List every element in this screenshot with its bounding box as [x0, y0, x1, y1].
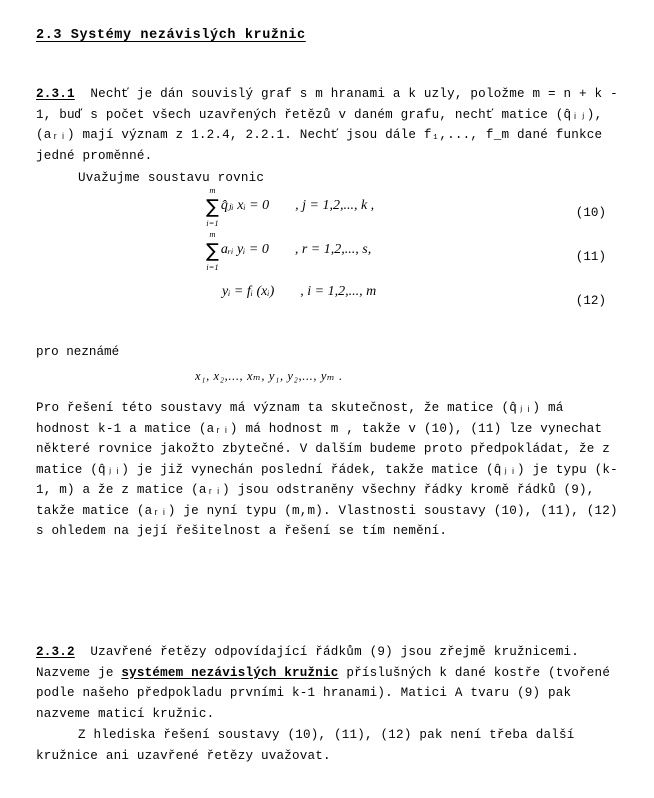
summation-symbol: ∑ m i=1 [206, 185, 219, 228]
equation-row-10 [36, 185, 618, 240]
equation-12-body [222, 284, 376, 300]
paragraph-2-3-1-text: Nechť je dán souvislý graf s m hranami a k uzly, položme m = n + k - 1, buď s počet všech uzavřených řetězů v daném grafu, nechť matice (q̂ᵢⱼ), (aᵣᵢ) mají význam z 1.2.4, 2.2.1. Nechť jsou dále f₁,..., f_m dané funkce jedné proměnné. [36, 87, 626, 163]
sum-upper-limit: m [209, 185, 216, 195]
sum-lower-limit: i=1 [206, 218, 219, 228]
equation-block [36, 185, 618, 328]
paragraph-2-3-2-text-before: Uzavřené řetězy odpovídající řádkům (9) jsou zřejmě kružnicemi. Nazveme je [36, 645, 587, 680]
equation-11-body [206, 229, 372, 272]
equation-11-condition: , r = 1,2,..., s, [294, 242, 372, 257]
equation-row-11 [36, 229, 618, 284]
equation-row-12 [36, 284, 618, 328]
equation-12-expression: yᵢ = fᵢ (xᵢ) [222, 284, 275, 299]
equation-10-expression: q̂ⱼᵢ xᵢ = 0 [220, 198, 270, 213]
section-heading: 2.3 Systémy nezávislých kružnic [36, 28, 306, 43]
paragraph-number-2-3-1: 2.3.1 [36, 87, 75, 101]
equation-11-expression: aᵣᵢ yᵢ = 0 [220, 242, 269, 257]
paragraph-solution-significance: Pro řešení této soustavy má význam ta skutečnost, že matice (q̂ⱼᵢ) má hodnost k-1 a matice (aᵣᵢ) má hodnost m , takže v (10), (11) lze vynechat některé rovnice jakožto zbytečné. V dalším budeme proto předpokládat, že z matice (q̂ⱼᵢ) je již vynechán poslední řádek, takže matice (q̂ⱼᵢ) je typu (k-1, m) a že z matice (aᵣᵢ) jsou odstraněny všechny řádky kromě řádků (9), takže matice (aᵣᵢ) je nyní typu (m,m). Vlastnosti soustavy (10), (11), (12) s ohledem na její řešitelnost a řešení se tím nemění. [36, 401, 626, 538]
paragraph-2-3-2-text-after: příslušných k dané kostře (tvořené podle našeho předpokladu prvními k-1 hranami). Matici A tvaru (9) pak nazveme maticí kružnic. [36, 665, 618, 721]
equation-10-number: (10) [575, 206, 606, 220]
summation-symbol: ∑ m i=1 [206, 229, 219, 272]
equation-11-number: (11) [575, 250, 606, 264]
paragraph-2-3-2 [36, 642, 620, 724]
paragraph-2-3-1 [36, 84, 626, 166]
equation-12-condition: , i = 1,2,..., m [300, 284, 377, 299]
sum-lower-limit: i=1 [206, 262, 219, 272]
equation-10-condition: , j = 1,2,..., k , [295, 198, 375, 213]
unknowns-label: pro neznámé [36, 345, 120, 359]
paragraph-number-2-3-2: 2.3.2 [36, 645, 75, 659]
equation-10-body [206, 185, 375, 228]
paragraph-final: Z hlediska řešení soustavy (10), (11), (12) pak není třeba další kružnice ani uzavřené řetězy uvažovat. [36, 728, 583, 763]
equations-intro: Uvažujme soustavu rovnic [78, 171, 265, 185]
term-system-of-independent-circles: systémem nezávislých kružnic [121, 665, 339, 680]
unknowns-list: x₁, x₂,..., xₘ, y₁, y₂,..., yₘ . [195, 369, 343, 383]
equation-12-number: (12) [575, 294, 606, 308]
sum-upper-limit: m [209, 229, 216, 239]
